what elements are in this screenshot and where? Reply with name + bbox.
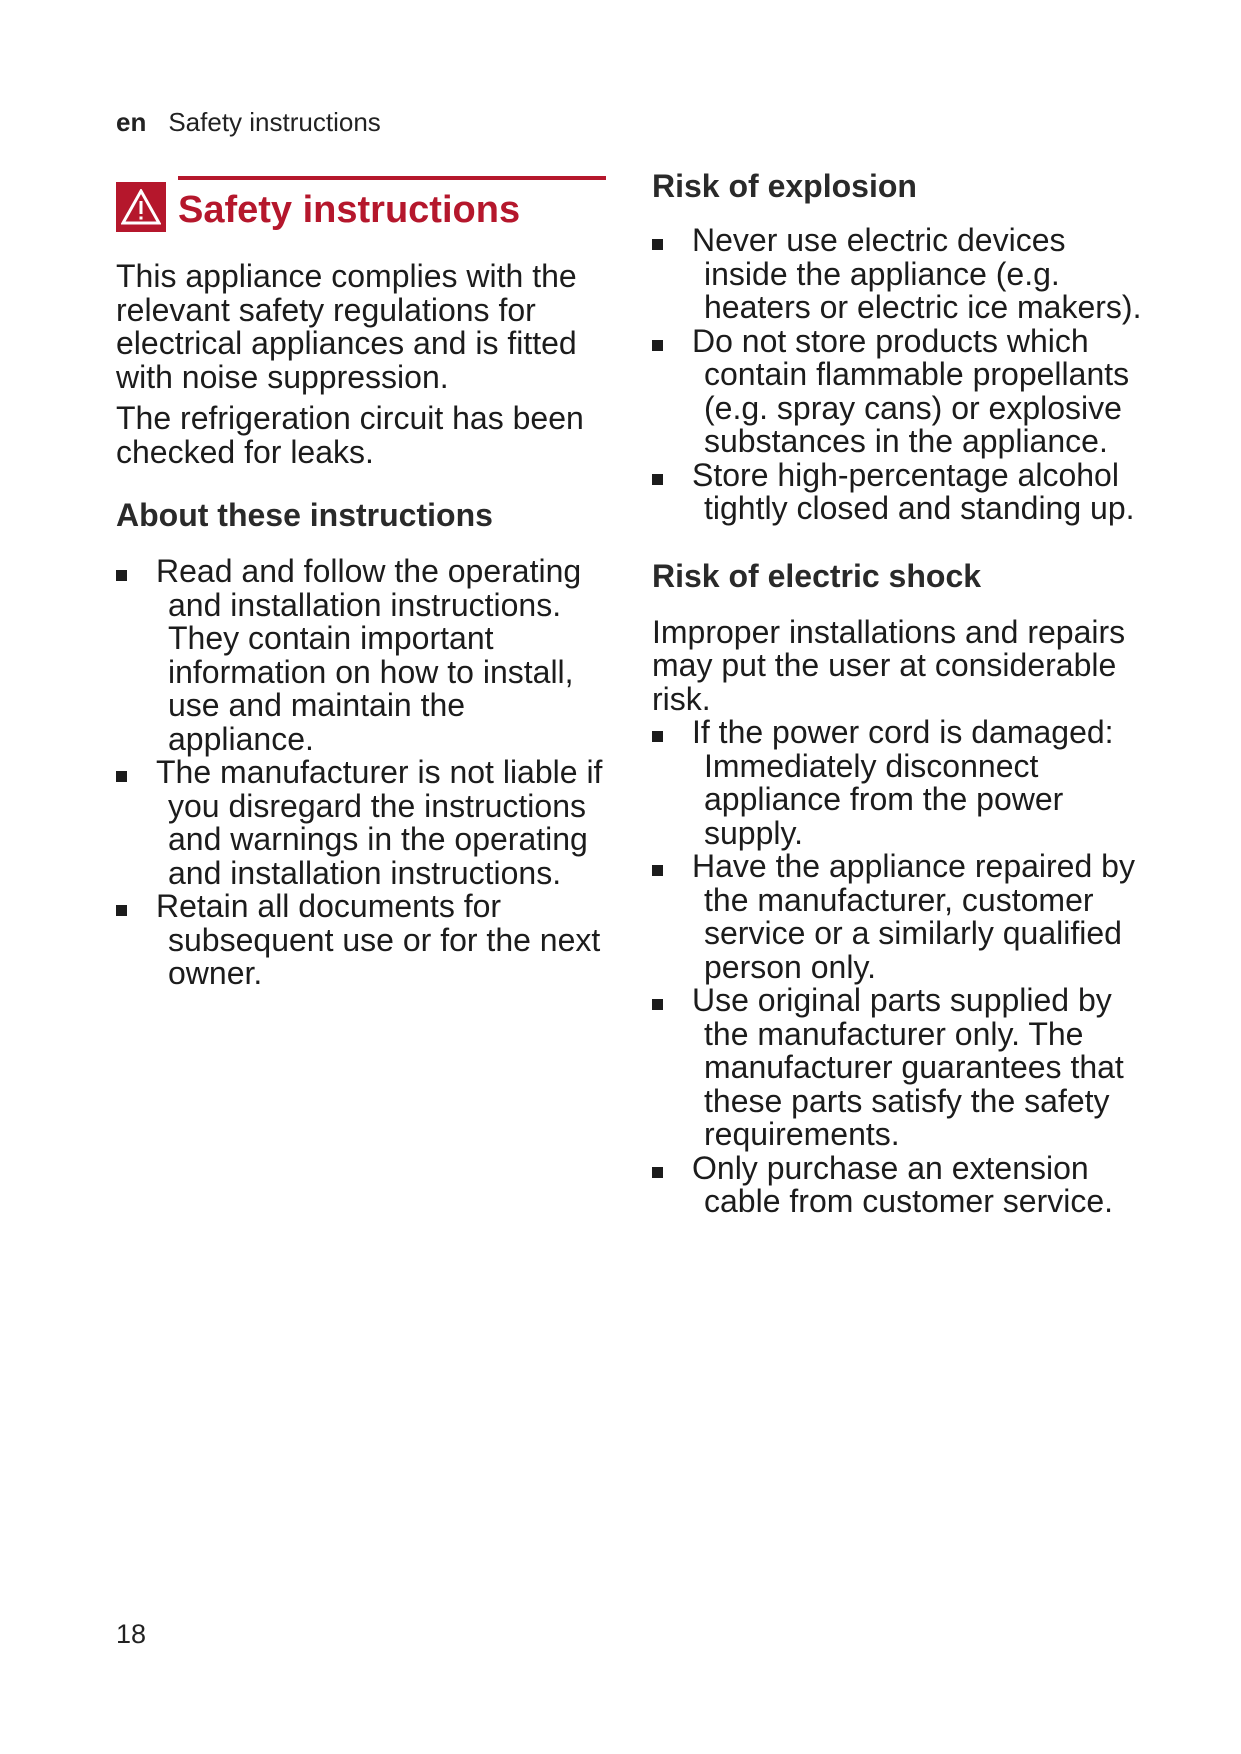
page-number: 18: [116, 1619, 147, 1649]
square-bullet-icon: [116, 905, 127, 916]
page-title: Safety instructions: [178, 189, 521, 231]
list-item: Store high-percentage alcohol tightly closed and standing up.: [652, 459, 1152, 526]
square-bullet-icon: [652, 731, 663, 742]
square-bullet-icon: [652, 1167, 663, 1178]
shock-list: [652, 716, 1152, 1219]
list-item: Read and follow the operating and installation instructions. They contain important information on how to install, use and maintain the appliance.: [116, 555, 606, 756]
running-header: [116, 106, 381, 138]
list-item: Retain all documents for subsequent use or for the next owner.: [116, 890, 606, 991]
language-code: en: [116, 107, 147, 137]
square-bullet-icon: [652, 865, 663, 876]
square-bullet-icon: [116, 570, 127, 581]
list-item: Use original parts supplied by the manufacturer only. The manufacturer guarantees that these parts satisfy the safety requirements.: [652, 984, 1152, 1152]
square-bullet-icon: [652, 474, 663, 485]
list-item: Never use electric devices inside the appliance (e.g. heaters or electric ice makers).: [652, 224, 1152, 325]
warning-triangle-icon: [116, 182, 166, 232]
list-item: Do not store products which contain flammable propellants (e.g. spray cans) or explosive substances in the appliance.: [652, 325, 1152, 459]
section-title: [116, 176, 606, 238]
list-item: The manufacturer is not liable if you disregard the instructions and warnings in the operating and installation instructions.: [116, 756, 606, 890]
explosion-heading: Risk of explosion: [652, 168, 917, 204]
square-bullet-icon: [116, 771, 127, 782]
shock-intro: Improper installations and repairs may put the user at considerable risk.: [652, 613, 1126, 717]
running-header-section: Safety instructions: [168, 107, 381, 137]
list-item: Only purchase an extension cable from customer service.: [652, 1152, 1152, 1219]
intro-paragraph-2: The refrigeration circuit has been checked for leaks.: [116, 400, 584, 470]
shock-heading: Risk of electric shock: [652, 557, 982, 594]
right-column: [652, 166, 1152, 1219]
list-item: Have the appliance repaired by the manufacturer, customer service or a similarly qualified person only.: [652, 850, 1152, 984]
about-list: [116, 555, 606, 991]
list-item: If the power cord is damaged: Immediately disconnect appliance from the power supply.: [652, 716, 1152, 850]
about-heading: About these instructions: [116, 497, 493, 533]
explosion-list: [652, 224, 1152, 526]
square-bullet-icon: [652, 239, 663, 250]
square-bullet-icon: [652, 999, 663, 1010]
square-bullet-icon: [652, 340, 663, 351]
intro-paragraph-1: This appliance complies with the relevant safety regulations for electrical appliances and is fitted with noise suppression.: [116, 258, 577, 395]
left-column: [116, 172, 606, 991]
title-rule: [178, 176, 606, 180]
